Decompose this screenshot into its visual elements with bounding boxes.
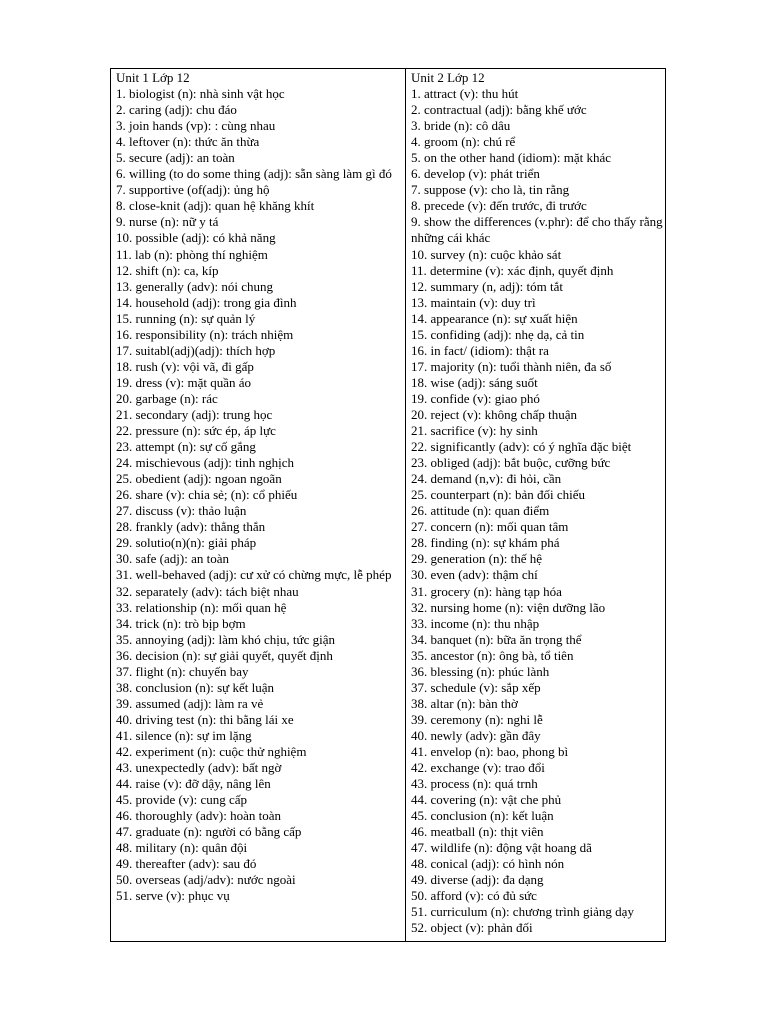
vocab-entry: 52. object (v): phản đối xyxy=(411,920,533,936)
vocab-entry: 51. serve (v): phục vụ xyxy=(116,888,230,904)
vocab-entry: 34. trick (n): trò bịp bợm xyxy=(116,615,246,631)
unit-1-column xyxy=(111,69,406,941)
vocab-entry: 30. safe (adj): an toàn xyxy=(116,551,229,567)
vocab-entry: 18. rush (v): vội vã, đi gấp xyxy=(116,358,254,374)
vocab-entry: 12. shift (n): ca, kíp xyxy=(116,262,219,278)
vocab-entry: 49. thereafter (adv): sau đó xyxy=(116,856,257,872)
vocab-entry: 26. share (v): chia sẻ; (n): cổ phiếu xyxy=(116,487,298,503)
unit-2-entries xyxy=(411,86,663,936)
vocab-entry: 37. schedule (v): sắp xếp xyxy=(411,679,541,695)
vocab-entry: 16. responsibility (n): trách nhiệm xyxy=(116,326,294,342)
vocab-entry: 5. secure (adj): an toàn xyxy=(116,150,235,166)
vocab-entry: 15. confiding (adj): nhẹ dạ, cả tin xyxy=(411,326,585,342)
unit-1-entries xyxy=(116,86,403,904)
vocab-entry: 24. demand (n,v): đi hỏi, cần xyxy=(411,471,562,487)
vocab-entry: 2. caring (adj): chu đáo xyxy=(116,102,237,118)
vocab-entry: 1. attract (v): thu hút xyxy=(411,86,519,102)
vocab-entry: 45. provide (v): cung cấp xyxy=(116,792,248,808)
vocab-entry: 11. determine (v): xác định, quyết định xyxy=(411,262,614,278)
vocab-entry: 44. raise (v): đỡ dậy, nâng lên xyxy=(116,776,271,792)
vocab-entry: 37. flight (n): chuyến bay xyxy=(116,663,249,679)
vocab-entry: 8. close-knit (adj): quan hệ khăng khít xyxy=(116,198,315,214)
vocab-entry: 19. confide (v): giao phó xyxy=(411,390,540,406)
vocab-entry: 41. envelop (n): bao, phong bì xyxy=(411,743,569,759)
vocab-entry: 20. garbage (n): rác xyxy=(116,390,218,406)
vocab-entry: 36. blessing (n): phúc lành xyxy=(411,663,550,679)
vocab-entry: 13. maintain (v): duy trì xyxy=(411,294,536,310)
vocab-entry: 11. lab (n): phòng thí nghiệm xyxy=(116,246,268,262)
vocab-entry: 28. finding (n): sự khám phá xyxy=(411,535,560,551)
vocab-entry: 22. significantly (adv): có ý nghĩa đặc biệt xyxy=(411,439,632,455)
vocab-entry: 27. discuss (v): thảo luận xyxy=(116,503,247,519)
vocab-entry: 41. silence (n): sự im lặng xyxy=(116,727,252,743)
vocab-entry: 1. biologist (n): nhà sinh vật học xyxy=(116,86,285,102)
vocab-entry: 15. running (n): sự quản lý xyxy=(116,310,256,326)
vocab-entry: 30. even (adv): thậm chí xyxy=(411,567,538,583)
vocab-entry: 50. overseas (adj/adv): nước ngoài xyxy=(116,872,296,888)
vocab-entry: 21. secondary (adj): trung học xyxy=(116,406,273,422)
vocab-entry: 35. ancestor (n): ông bà, tổ tiên xyxy=(411,647,574,663)
vocab-entry: 3. join hands (vp): : cùng nhau xyxy=(116,118,276,134)
vocab-entry: 32. nursing home (n): viện dưỡng lão xyxy=(411,599,606,615)
vocab-entry: 42. experiment (n): cuộc thử nghiệm xyxy=(116,743,307,759)
vocab-entry: 24. mischievous (adj): tinh nghịch xyxy=(116,455,295,471)
vocab-entry: 12. summary (n, adj): tóm tắt xyxy=(411,278,564,294)
vocab-entry: 6. willing (to do some thing (adj): sẵn sàng làm gì đó xyxy=(116,166,392,182)
vocab-entry: 7. suppose (v): cho là, tin rằng xyxy=(411,182,570,198)
vocab-entry: 38. conclusion (n): sự kết luận xyxy=(116,679,274,695)
vocab-entry: 32. separately (adv): tách biệt nhau xyxy=(116,583,299,599)
vocab-entry: 19. dress (v): mặt quần áo xyxy=(116,374,252,390)
vocab-entry: 43. unexpectedly (adv): bất ngờ xyxy=(116,760,282,776)
vocab-entry: 23. obliged (adj): bắt buộc, cưỡng bức xyxy=(411,455,611,471)
vocab-entry: 10. survey (n): cuộc khảo sát xyxy=(411,246,562,262)
vocab-entry: 6. develop (v): phát triển xyxy=(411,166,540,182)
vocab-entry: 47. graduate (n): người có bằng cấp xyxy=(116,824,302,840)
vocab-entry: 44. covering (n): vật che phủ xyxy=(411,792,562,808)
vocab-entry: 4. leftover (n): thức ăn thừa xyxy=(116,134,260,150)
vocab-entry: 27. concern (n): mối quan tâm xyxy=(411,519,569,535)
vocab-entry: 40. driving test (n): thi bằng lái xe xyxy=(116,711,294,727)
vocab-entry: 40. newly (adv): gần đây xyxy=(411,727,541,743)
vocab-entry: 51. curriculum (n): chương trình giảng dạy xyxy=(411,904,634,920)
vocab-entry: 49. diverse (adj): đa dạng xyxy=(411,872,544,888)
vocab-entry: 45. conclusion (n): kết luận xyxy=(411,808,554,824)
vocab-entry: 43. process (n): quá trnh xyxy=(411,776,538,792)
vocab-entry: 29. generation (n): thế hệ xyxy=(411,551,543,567)
vocab-entry: 18. wise (adj): sáng suốt xyxy=(411,374,538,390)
vocab-entry: 33. income (n): thu nhập xyxy=(411,615,540,631)
unit-2-column xyxy=(406,69,665,941)
vocab-entry: 31. grocery (n): hàng tạp hóa xyxy=(411,583,562,599)
vocab-entry: 35. annoying (adj): làm khó chịu, tức giận xyxy=(116,631,335,647)
vocab-entry: 29. solutio(n)(n): giải pháp xyxy=(116,535,257,551)
vocab-entry: 23. attempt (n): sự cố gắng xyxy=(116,439,256,455)
vocab-entry: 38. altar (n): bàn thờ xyxy=(411,695,518,711)
vocab-entry: 3. bride (n): cô dâu xyxy=(411,118,511,134)
vocab-entry: 36. decision (n): sự giải quyết, quyết định xyxy=(116,647,333,663)
vocab-entry: 22. pressure (n): sức ép, áp lực xyxy=(116,423,276,439)
vocab-entry: 25. obedient (adj): ngoan ngoãn xyxy=(116,471,282,487)
vocab-entry: 7. supportive (of(adj): ủng hộ xyxy=(116,182,270,198)
vocab-entry: 26. attitude (n): quan điểm xyxy=(411,503,550,519)
vocab-entry: 42. exchange (v): trao đổi xyxy=(411,760,545,776)
vocab-entry: 28. frankly (adv): thẳng thắn xyxy=(116,519,266,535)
vocab-entry: 46. thoroughly (adv): hoàn toàn xyxy=(116,808,281,824)
vocab-entry: 48. conical (adj): có hình nón xyxy=(411,856,565,872)
vocab-entry: 4. groom (n): chú rể xyxy=(411,134,516,150)
vocab-entry: 14. appearance (n): sự xuất hiện xyxy=(411,310,578,326)
vocab-entry: 25. counterpart (n): bản đối chiếu xyxy=(411,487,585,503)
vocab-entry: 46. meatball (n): thịt viên xyxy=(411,824,544,840)
vocab-entry: 2. contractual (adj): bằng khế ước xyxy=(411,102,587,118)
vocab-entry: 21. sacrifice (v): hy sinh xyxy=(411,423,538,439)
vocab-entry: 16. in fact/ (idiom): thật ra xyxy=(411,342,549,358)
vocab-entry: 47. wildlife (n): động vật hoang dã xyxy=(411,840,592,856)
vocab-entry: 13. generally (adv): nói chung xyxy=(116,278,274,294)
vocab-entry: 34. banquet (n): bữa ăn trọng thể xyxy=(411,631,582,647)
vocabulary-table xyxy=(110,68,666,942)
unit-2-header: Unit 2 Lớp 12 xyxy=(411,70,485,85)
vocab-entry: 20. reject (v): không chấp thuận xyxy=(411,406,578,422)
vocab-entry: 33. relationship (n): mối quan hệ xyxy=(116,599,287,615)
vocab-entry: 5. on the other hand (idiom): mặt khác xyxy=(411,150,612,166)
vocab-entry: 31. well-behaved (adj): cư xử có chừng mực, lễ phép xyxy=(116,567,392,583)
vocab-entry: 9. nurse (n): nữ y tá xyxy=(116,214,219,230)
vocab-entry: 17. majority (n): tuổi thành niên, đa số xyxy=(411,358,612,374)
vocab-entry: 39. assumed (adj): làm ra vẻ xyxy=(116,695,264,711)
vocab-entry: 10. possible (adj): có khả năng xyxy=(116,230,276,246)
vocab-entry: 39. ceremony (n): nghi lễ xyxy=(411,711,543,727)
vocab-entry: 50. afford (v): có đủ sức xyxy=(411,888,537,904)
vocab-entry: 8. precede (v): đến trước, đi trước xyxy=(411,198,587,214)
vocab-entry: 48. military (n): quân đội xyxy=(116,840,248,856)
vocab-entry: 9. show the differences (v.phr): để cho thấy rằng những cái khác xyxy=(411,214,663,246)
unit-1-header: Unit 1 Lớp 12 xyxy=(116,70,190,85)
vocab-entry: 14. household (adj): trong gia đình xyxy=(116,294,297,310)
vocab-entry: 17. suitabl(adj)(adj): thích hợp xyxy=(116,342,276,358)
